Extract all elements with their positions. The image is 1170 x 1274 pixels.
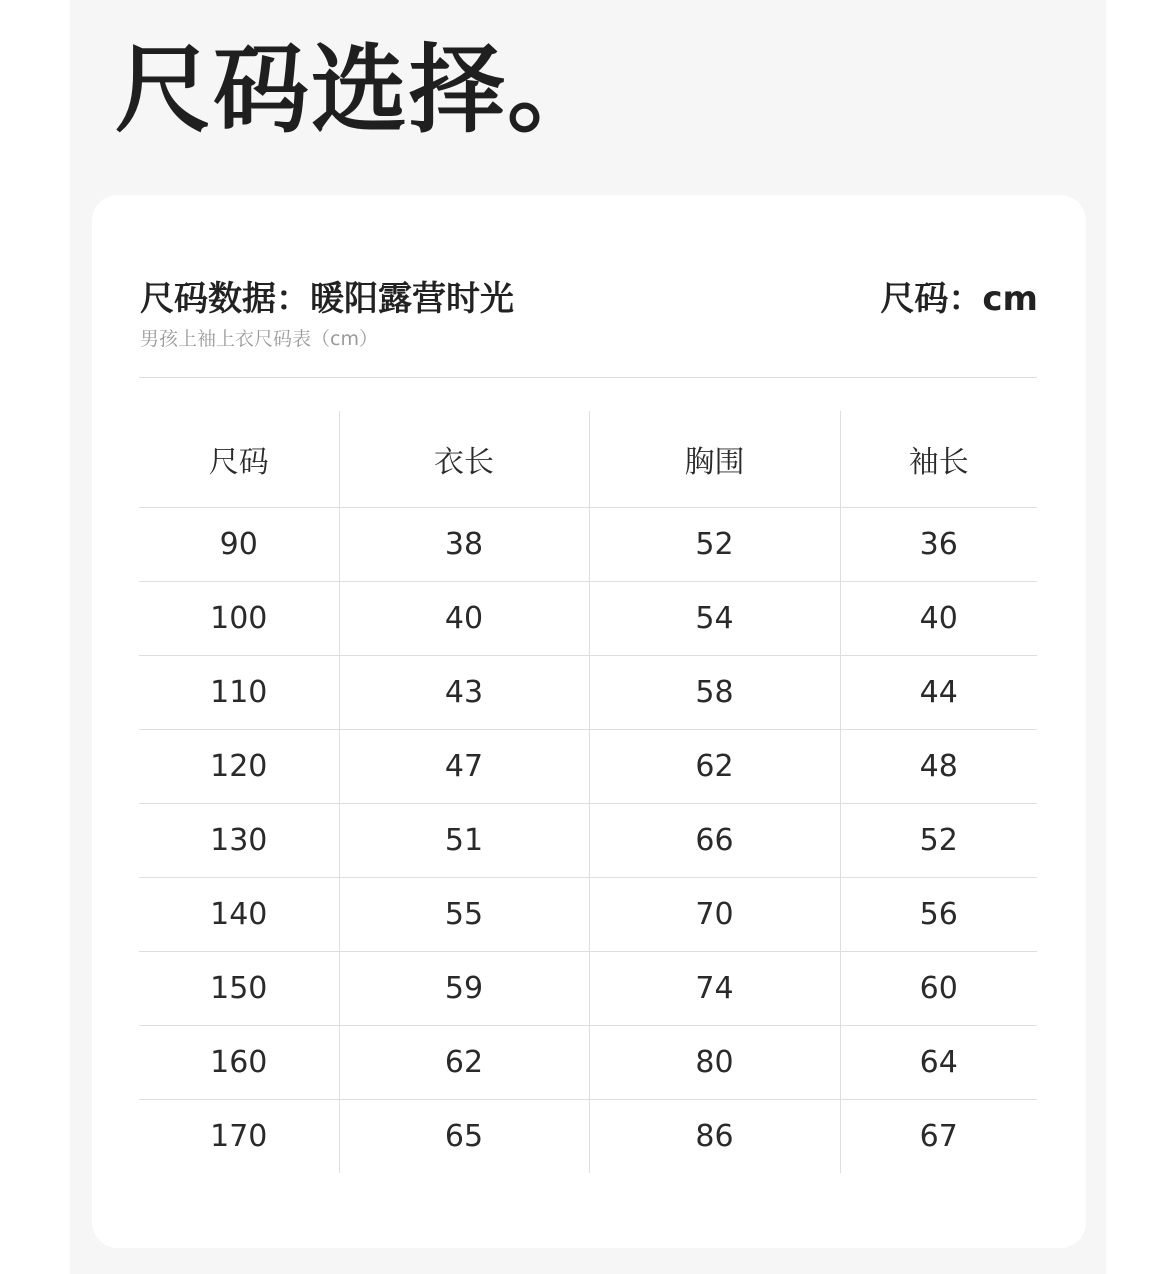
size-table-subtitle: 男孩上袖上衣尺码表（cm） <box>140 328 378 350</box>
cell-sleeve: 64 <box>840 1026 1037 1100</box>
unit-label: 尺码：cm <box>880 279 1038 319</box>
col-header-size: 尺码 <box>208 445 269 480</box>
table-row <box>139 804 1037 878</box>
table-row <box>139 1100 1037 1174</box>
size-chart-card <box>92 195 1086 1248</box>
cell-sleeve: 67 <box>840 1100 1037 1174</box>
cell-chest: 70 <box>589 878 840 952</box>
table-row <box>139 656 1037 730</box>
cell-length: 38 <box>339 508 589 582</box>
cell-size: 130 <box>139 804 339 878</box>
size-data-title: 尺码数据：暖阳露营时光 <box>140 279 514 319</box>
cell-length: 43 <box>339 656 589 730</box>
cell-size: 150 <box>139 952 339 1026</box>
table-row <box>139 508 1037 582</box>
table-header-row <box>139 411 1037 508</box>
cell-sleeve: 40 <box>840 582 1037 656</box>
page-title: 尺码选择。 <box>115 34 605 146</box>
cell-sleeve: 52 <box>840 804 1037 878</box>
cell-chest: 52 <box>589 508 840 582</box>
cell-sleeve: 56 <box>840 878 1037 952</box>
col-header-length: 衣长 <box>339 411 589 508</box>
cell-chest: 54 <box>589 582 840 656</box>
cell-chest: 62 <box>589 730 840 804</box>
col-header-chest: 胸围 <box>589 411 840 508</box>
cell-length: 40 <box>339 582 589 656</box>
cell-size: 110 <box>139 656 339 730</box>
size-table <box>139 411 1037 1173</box>
cell-chest: 86 <box>589 1100 840 1174</box>
cell-size: 90 <box>139 508 339 582</box>
cell-length: 55 <box>339 878 589 952</box>
col-header-sleeve: 袖长 <box>840 411 1037 508</box>
table-row <box>139 1026 1037 1100</box>
cell-sleeve: 44 <box>840 656 1037 730</box>
header-divider <box>139 377 1037 378</box>
card-header <box>140 278 514 351</box>
cell-chest: 74 <box>589 952 840 1026</box>
cell-size: 170 <box>139 1100 339 1174</box>
cell-length: 62 <box>339 1026 589 1100</box>
cell-size: 160 <box>139 1026 339 1100</box>
cell-chest: 66 <box>589 804 840 878</box>
cell-length: 65 <box>339 1100 589 1174</box>
table-row <box>139 582 1037 656</box>
cell-sleeve: 60 <box>840 952 1037 1026</box>
cell-size: 100 <box>139 582 339 656</box>
cell-sleeve: 48 <box>840 730 1037 804</box>
table-row <box>139 952 1037 1026</box>
cell-length: 51 <box>339 804 589 878</box>
table-row <box>139 878 1037 952</box>
cell-size: 120 <box>139 730 339 804</box>
cell-size: 140 <box>139 878 339 952</box>
cell-sleeve: 36 <box>840 508 1037 582</box>
cell-length: 59 <box>339 952 589 1026</box>
table-row <box>139 730 1037 804</box>
cell-length: 47 <box>339 730 589 804</box>
cell-chest: 58 <box>589 656 840 730</box>
cell-chest: 80 <box>589 1026 840 1100</box>
